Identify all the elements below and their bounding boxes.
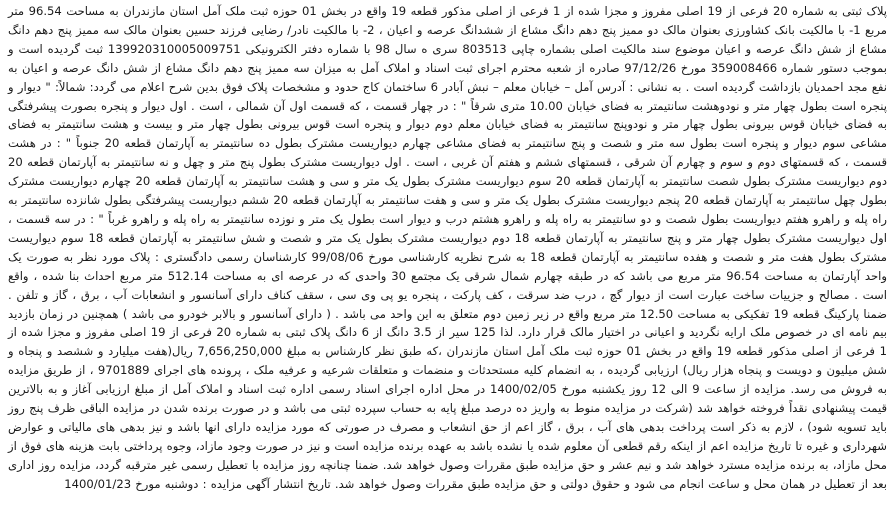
auction-notice-text: پلاک ثبتی به شماره 20 فرعی از 19 اصلی مفروز و مجزا شده از 1 فرعی از اصلی مذکور قطعه 19 واقع در بخش 01 حوزه ثبت ملک آمل استان مازندران به مساحت 96.54 متر مربع 1- با مالکیت بانک کشاورزی بعنوان مالک دو ممیز پنج دهم دانگ مشاع از ششدانگ عرصه و اعیان ، 2- با مالکیت نادر/ رضایی فرزند حسین بعنوان مالک سه ممیز پنج دهم دانگ مشاع از شش دانگ عرصه و اعیان موضوع سند مالکیت اصلی بشماره چاپی 803513 سری ه سال 98 با شماره دفتر الکترونیکی 139920310005009751 ثبت گردیده است و بموجب دستور شماره 359008466 مورخ 97/12/26 صادره از شعبه محترم اجرای ثبت اسناد و املاک آمل به میزان سه ممیز پنج دهم دانگ مشاع از شش دانگ عرصه و اعیان به نفع مجد احمدیان بازداشت گردیده است . به نشانی : آدرس آمل – خیابان معلم – نبش آبادر 6 ساختمان کاج حدود و مشخصات پلاک فوق بدین شرح اعلام می گردد: شمالاً: " دیوار و پنجره است بطول چهار متر و نودوهشت سانتیمتر به فضای خیابان 10.00 متری شرقاً " : در چهار قسمت ، که قسمت اول آن شمالی ، است . اول دیوار و پنجره بصورت پیشرفتگی به فضای خیابان قوس بیرونی بطول چهار متر و نودوپنج سانتیمتر به فضای خیابان معلم دوم دیوار و پنجره است قوس بیرونی بطول چهار متر و بیست و هشت سانتیمتر به فضای مشاعی سوم دیوار و پنجره است بطول سه متر و شصت و پنج سانتیمتر به فضای مشاعی چهارم دیواریست مشترک بطول ده سانتیمتر به آپارتمان قطعه 20 جنوباً " : در هشت قسمت ، که قسمتهای دوم و سوم و چهارم آن شرقی ، قسمتهای ششم و هفتم آن غربی ، است . اول دیواریست مشترک بطول پنج متر و چهل و نه سانتیمتر به آپارتمان قطعه 20 دوم دیواریست مشترک بطول شصت سانتیمتر به آپارتمان قطعه 20 سوم دیواریست مشترک بطول یک متر و سی و هشت سانتیمتر به آپارتمان قطعه 20 چهارم دیواریست مشترک بطول چهل سانتیمتر به آپارتمان قطعه 20 پنجم دیواریست مشترک بطول یک متر و سی و هفت سانتیمتر به آپارتمان قطعه 20 ششم دیواریست پیشرفتگی بطول شانزده سانتیمتر به راه پله و راهرو هفتم دیواریست بطول شصت و دو سانتیمتر به راه پله و راهرو هشتم درب و دیوار است بطول یک متر و نوزده سانتیمتر به راه پله و راهرو غرباً " : در سه قسمت ، اول دیواریست مشترک بطول چهار متر و پنج سانتیمتر به آپارتمان قطعه 18 دوم دیواریست مشترک بطول یک متر و شصت و شش سانتیمتر به آپارتمان قطعه 18 سوم دیواریست مشترک بطول هفت متر و شصت و هفده سانتیمتر به آپارتمان قطعه 18 به شرح نظریه کارشناسی مورخ 99/08/06 کارشناسان رسمی دادگستری : پلاک مورد نظر به صورت یک واحد آپارتمان به مساحت 96.54 متر مربع می باشد که در طبقه چهارم شمال شرقی یک مجتمع 30 واحدی که در عرصه ای به مساحت 512.14 متر مربع احداث بنا شده ، واقع است . مصالح و جزییات ساخت عبارت است از دیوار گچ ، درب ضد سرقت ، کف پارکت ، پنجره یو پی وی سی ، سقف کناف دارای آسانسور و انشعابات آب ، برق ، گاز و تلفن . ضمنا پارکینگ قطعه 19 تفکیکی به مساحت 12.50 متر مربع واقع در زیر زمین دوم متعلق به این واحد می باشد . ( دارای آسانسور و بالابر خودرو می باشد ) همچنین در زمان بازدید بیم نامه ای در خصوص ملک ارایه نگردید و اعیانی در اختیار مالک قرار دارد. لذا 125 سیر از 3.5 دانگ از 6 دانگ پلاک ثبتی به شماره 20 فرعی از 19 اصلی مفروز و مجزا شده از 1 فرعی از اصلی مذکور قطعه 19 واقع در بخش 01 حوزه ثبت ملک آمل استان مازندران ،که طبق نظر کارشناس به مبلغ 7,656,250,000 ریال(هفت میلیارد و ششصد و پنجاه و شش میلیون و دویست و پنجاه هزار ریال) ارزیابی گردیده ، به انضمام کلیه مستحدثات و منضمات و متعلقات شرعیه و عرفیه ملک ، پرونده های اجرای 9701889 ، از طریق مزایده به فروش می رسد. مزایده از ساعت 9 الی 12 روز یکشنبه مورخ 1400/02/05 در محل اداره اجرای اسناد رسمی اداره ثبت اسناد و املاک آمل از مبلغ ارزیابی آغاز و به بالاترین قیمت پیشنهادی نقداً فروخته خواهد شد (شرکت در مزایده منوط به واریز ده درصد مبلغ پایه به حساب سپرده ثبتی می باشد و در صورت برنده شدن در مزایده الباقی ظرف پنج روز باید تسویه شود) ، لازم به ذکر است پرداخت بدهی های آب ، برق ، گاز اعم از حق انشعاب و مصرف در صورتی که مورد مزایده دارای انها باشد و نیز بدهی های مالیاتی و عوارض شهرداری و غیره تا تاریخ مزایده اعم از اینکه رقم قطعی آن معلوم شده یا نشده باشد به عهده برنده مزایده است و نیز در صورت وجود مازاد، وجوه پرداختی بابت هزینه های فوق از محل مازاد، به برنده مزایده مسترد خواهد شد و نیم عشر و حق مزایده طبق مقررات وصول خواهد شد. ضمنا چنانچه روز مزایده با تعطیل رسمی غیر مترقبه گردد، مزایده روز اداری بعد از تعطیل در همان محل و ساعت انجام می شود و حقوق دولتی و حق مزایده طبق مقررات وصول خواهد شد. تاریخ انتشار آگهی مزایده : دوشنبه مورخ 1400/01/23 [8,4,887,491]
